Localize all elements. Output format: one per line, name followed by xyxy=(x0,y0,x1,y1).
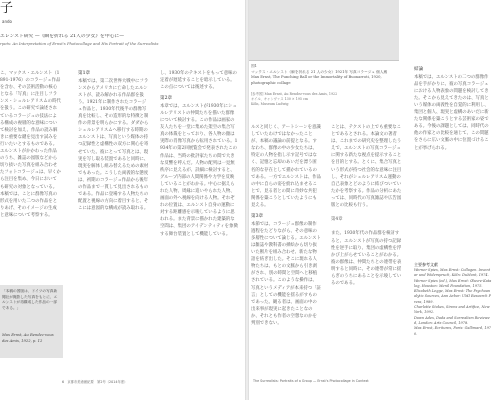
left-footer: 6 京都市美術館紀要 第2号（2014年度） xyxy=(62,380,128,384)
right-page xyxy=(249,0,495,400)
figure-divider xyxy=(249,60,399,61)
section-heading-3: 第3章 xyxy=(251,214,264,220)
footnote-text: 「本稿の図版は、ドイツの写真新聞社が撮影した写真をもとに、エルンストが再構成した作品の一部である。」 xyxy=(2,289,58,310)
right-column-2 xyxy=(331,124,403,374)
paper-title-jp: エレンスト研究 —《瞬を折れる 21人の少女》を中心に— xyxy=(0,34,125,39)
footnote-ref: Max Ernst, Au Rendez-vous des Amis, 1922, p. 12 xyxy=(2,333,55,343)
right-col3-body: 本稿では、エルンストの二つの群像作品を手がかりに、彼の写真コラージュにおける人物表象の問題を検討してきた。そこから見えてきたのは、写真という媒体の両義性を自覚的に利用し、集団と個人、現実と虚構のあいだに新たな関係を築こうとする芸術家の姿である。今後の課題としては、同時代の他の作家との比較を通じて、この問題をさらに広い文脈の中に位置づけることが挙げられる。 xyxy=(414,74,489,151)
section-heading-conclusion: 結論 xyxy=(414,67,424,72)
right-footer: The Surrealists: Portraits of a Group — Ernst's Photocollage in Context xyxy=(253,379,369,383)
left-column-1 xyxy=(0,70,61,260)
references-block xyxy=(414,262,492,374)
right-col1-intro: ルスと同じく、アートシーンを意識していたわけではなかったことが、本稿の議論の前提となる。すなわち、群像の中の少女たちは、特定の人物を指し示す記号ではなく、記憶と忘却のあいだを漂う匿名的な存在として描かれているのである。一方でエルンストは、作品の中に自らの姿を紛れ込ませることで、見る者との間に奇妙な共犯関係を築こうとしていたようにも見える。 xyxy=(251,125,321,209)
figure-caption-2: [参考図] Max Ernst, Au Rendez-vous des Amis, 1922 オイル、キャンヴァス 130 × 195 cm Köln, Museum Ludwig xyxy=(251,92,338,106)
left-col2-body: 本稿では、第二次世界大戦中にフランスからアメリカに亡命したエルンストが、読み解かれる作品群を扱う。1921年に制作されたコラージュ作品と、1930年代後半の群像写真を比較し、その造形的な特徴と制作の背景を明らかにする。ダダからシュルレアリスムへ移行する時期のエルンストは、写真という媒体の持つ記録性と虚構性の双方に関心を寄せていた。彼にとって写真とは、現実を写し取る装置であると同時に、現実を解体し組み替えるための素材でもあった。こうした両義的な態度は、初期のコラージュ作品から後年の作品まで一貫して見出されるものである。作品に登場する人物たちの配置と視線の方向に着目すると、そこには意図的な構成が読み取れる。 xyxy=(78,78,149,212)
section-heading-1: 第1章 xyxy=(78,71,91,76)
right-col2-body: ことは、テクストの上でも重要なことであるとされる。本論文の著者は、これまでの研究史を整理したうえで、エルンストの写真コラージュに関する新たな視点を提示することを目的とする。とくに、集合写真という形式が持つ社会的な意味に注目し、それがシュルレアリスム運動の自己表象とどのように結びついていたかを考察する。作品の分析にあたっては、同時代の写真雑誌や広告図版との比較も行う。 第4章 また、1930年代の作品群を検討すると、エルンストが写真の持つ記録性を逆手に取り、集団の虚構性を浮かび上がらせていることがわかる。彼の群像は、仲間たちとの連帯を表明すると同時に、その連帯が常に揺らぎのうちにあることを示唆しているのである。 xyxy=(331,125,402,287)
left-col1-body: こ、マックス・エルンスト（1891-1976）のコラージュ作品を含む、その芸術活動の核心となる「写真」に注目しフランス・シュルレアリスムの時代を扱う。この研究で論述されているコラージュの技法による構成の複層的な意味について検討を加え、作品の読み解きに重要な鍵を見出す試みを行いたいとするものである。エルンストがかかわった作品のうち、雑誌の図版などから切り抜いた写真を組み合わせたフォトコラージュは、早くから注目を集め、今日においても研究の対象となっている。本稿では、ことに群像写真の形式を用いた二つの作品をとりあげ、そのイメージの生成と意味について考察する。 xyxy=(0,71,61,218)
left-page xyxy=(0,0,245,400)
left-col3-intro: し、1930年のテキストをもって意味の定着が遅延することを暗示している。この点については後述する。 xyxy=(160,71,237,91)
figure-caption: 図1 マックス・エルンスト《瞬を折れる 21 人の少女》1921年 写真コラージュ 個人蔵 Max Ernst, The Punching Ball or the Immortality of Buonarroti, 1920, photographic collage xyxy=(251,64,388,85)
section-heading-2: 第2章 xyxy=(160,96,173,102)
right-column-1 xyxy=(251,124,321,374)
left-column-2 xyxy=(78,70,150,370)
footnote-box xyxy=(0,285,63,358)
paper-title-en: rpets: An Interpretation of Ernst's Photocollage and His Portrait of the Surrealists xyxy=(0,41,159,46)
figure-image-placeholder xyxy=(249,0,399,60)
page-title-char: 子 xyxy=(0,1,14,16)
left-col3-body: 本章では、エルンストが1930年にシュルレアリストの仲間たちを描いた群像について検討する。この作品は画家の友人たちを一堂に集めた架空の集合写真の体裁をとっており、各人物の顔は実際の肖像写真から転用されている。1934年の第2回展覧会で発表されたこの作品は、当時の批評家たちの間で大きな反響を呼んだ。人物の配列は一見無秩序に見えるが、詳細に検討すると、グループ内部の人間関係や力学を反映していることがわかる。中心に据えられた人物、周縁に追いやられた人物、画面の外へ視線を向ける人物。それぞれの位置は、エルンスト自身の運動に対する距離感を示唆しているように思われる。また背景に描かれた建築的な空間は、集団のアイデンティティを象徴する舞台装置として機能している。 xyxy=(160,103,238,237)
left-column-3 xyxy=(160,70,238,370)
right-col1-body: 本節では、コラージュ群像の制作過程をたどりながら、その意味の多層性について論じる。エルンストは雑誌や教科書の挿絵から切り抜いた断片を組み合わせ、新たな物語を紡ぎ出した。そこに現れる人物たちは、もとの文脈から引き剥がされ、別の時間と空間へと移植されている。このような操作は、写真というメディアが本来持つ「証言」としての機能を揺るがすものであった。観る者は、画面の中の出来事が現実に起きたことなのか、それとも作者の空想なのかを判別できない。 xyxy=(251,221,321,327)
references-heading: 主要参考文献 xyxy=(414,262,438,267)
references-list: Werner Spies, Max Ernst: Collagen. Inventar und Widerspruch, Köln: DuMont, 1974. Werner Spies (ed.), Max Ernst: Œuvre-Katalog, Houston: Menil Foundation, 1975. Elizabeth Legge, Max Ernst: The Psychoanalytic Sources, Ann Arbor: UMI Research Press, 1989. Charlotte Stokes, Sirens and Artifice, New York, 1992. Dawn Ades, Dada and Surrealism Reviewed, London: Arts Council, 1978. Max Ernst, Ecritures, Paris: Gallimard, 1970. xyxy=(414,268,492,336)
author-romanized: ando xyxy=(2,19,12,24)
right-column-3 xyxy=(414,66,492,206)
